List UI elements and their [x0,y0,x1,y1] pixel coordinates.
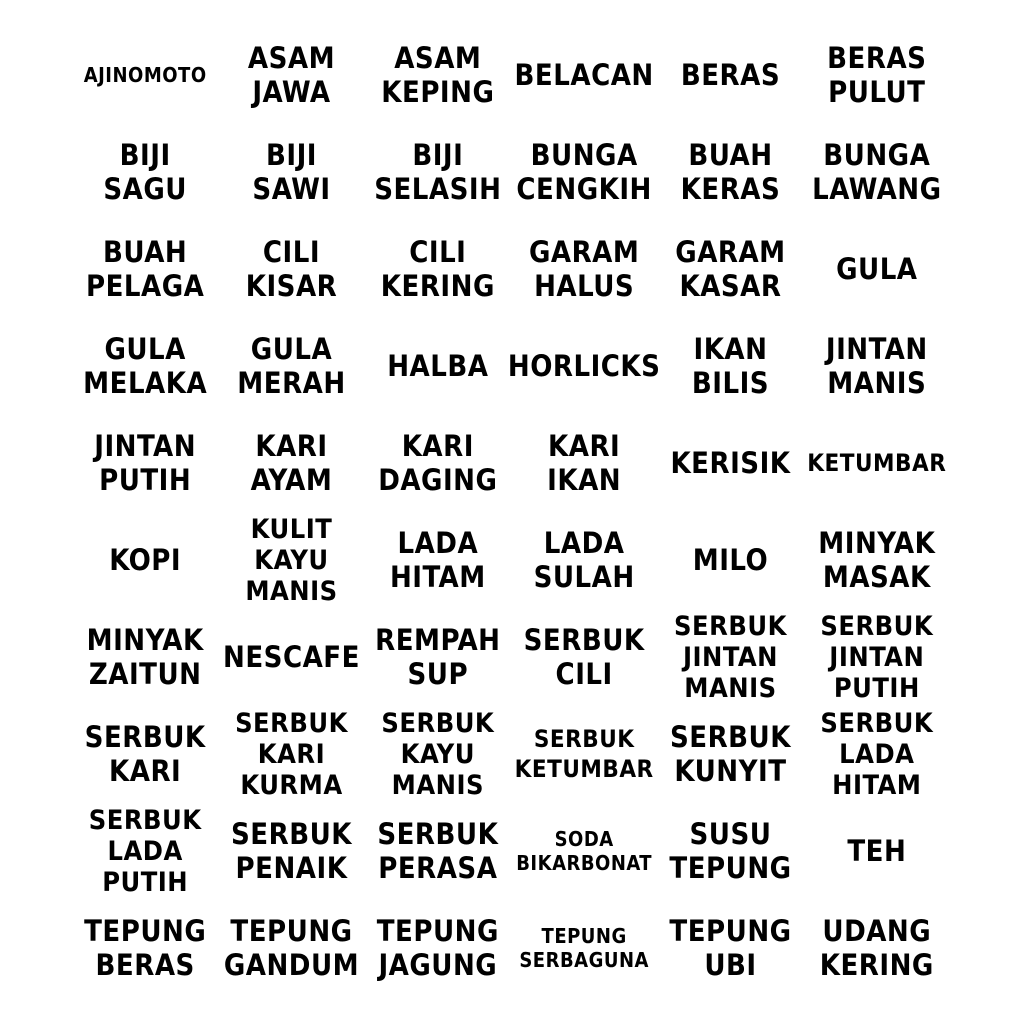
spice-label [378,429,497,497]
label-cell [804,803,950,900]
label-line: MASAK [822,560,931,595]
label-cell [72,511,218,608]
label-line: PELAGA [85,268,205,303]
spice-label [524,623,645,691]
label-line: IKAN [547,462,622,497]
label-line: KERAS [680,171,781,206]
label-line: REMPAH [375,623,501,658]
label-line: TEPUNG [669,914,792,949]
label-line: JINTAN [682,641,778,673]
label-cell [804,26,950,123]
label-line: TEPUNG [376,914,499,949]
spice-label [89,805,202,898]
label-line: NESCAFE [223,640,360,675]
spice-label [516,827,652,875]
spice-label [235,708,348,801]
label-cell [218,511,364,608]
spice-label [827,41,926,109]
label-line: IKAN [693,331,768,366]
spice-label [94,429,196,497]
label-line: GULA [250,331,333,366]
label-cell [365,317,511,414]
label-line: BERAS [680,57,781,92]
spice-label [515,724,654,784]
spice-label [820,611,933,704]
spice-label [223,640,360,674]
label-line: KARI [257,738,326,770]
label-line: BUAH [103,234,188,269]
label-cell [72,900,218,997]
label-line: BELACAN [514,57,654,92]
label-line: SERBUK [377,817,499,852]
label-cell [511,803,657,900]
label-cell [657,609,803,706]
label-cell [72,123,218,220]
label-cell [507,317,661,414]
spice-label [374,138,501,206]
label-cell [804,609,950,706]
label-cell [511,123,657,220]
spice-label [515,58,654,92]
label-line: MANIS [827,365,927,400]
label-line: JINTAN [825,331,928,366]
spice-label [377,817,498,885]
spice-label [669,817,791,885]
label-cell [218,220,364,317]
label-cell [365,900,511,997]
label-cell [804,511,950,608]
spice-label [224,914,359,982]
label-line: JINTAN [829,641,925,673]
spice-label [681,58,780,92]
label-line: AJINOMOTO [83,62,207,87]
label-line: KOPI [109,543,182,578]
label-cell [804,706,950,803]
label-cell [657,414,803,511]
label-line: BIKARBONAT [516,851,653,876]
label-cell [365,26,511,123]
label-line: GULA [836,251,918,286]
label-line: ASAM [394,40,482,75]
label-line: LADA [543,526,625,561]
label-line: KULIT [250,513,333,545]
label-line: MANIS [391,769,484,801]
label-line: MELAKA [83,365,208,400]
label-line: KEPING [381,74,495,109]
spice-label [87,623,204,691]
spice-label [519,924,649,972]
label-line: SAGU [103,171,187,206]
spice-label [670,446,790,480]
label-line: GARAM [528,234,640,269]
label-cell [72,609,218,706]
label-line: PUTIH [99,462,192,497]
label-cell [72,706,218,803]
spice-label [83,332,207,400]
label-line: BIJI [266,137,317,172]
label-line: GANDUM [223,948,360,983]
spice-label [534,526,635,594]
spice-label [675,235,785,303]
spice-label [818,526,935,594]
label-cell [72,414,218,511]
label-line: CILI [555,657,613,692]
label-cell [218,900,364,997]
label-cell [72,803,218,900]
label-cell [511,220,657,317]
label-line: SERBUK [523,623,645,658]
label-cell [218,609,364,706]
spice-label [84,914,206,982]
label-cell [218,317,364,414]
label-line: BUNGA [823,137,931,172]
label-cell [657,123,803,220]
label-line: PUTIH [102,866,189,898]
spice-label [692,332,769,400]
spice-label [836,252,917,286]
spice-label [245,514,337,607]
spice-label [807,448,946,478]
label-cell [365,220,511,317]
label-line: TEPUNG [541,924,627,949]
label-line: SERBUK [84,720,206,755]
label-line: HALUS [534,268,635,303]
label-line: SUP [407,657,469,692]
label-line: SERBUK [674,610,787,642]
label-line: SAWI [252,171,331,206]
label-line: KARI [548,428,621,463]
label-cell [804,220,950,317]
label-line: TEPUNG [669,851,792,886]
spice-label [387,349,488,383]
label-cell [511,414,657,511]
label-line: UDANG [822,914,932,949]
label-line: TEPUNG [230,914,353,949]
spice-label [669,914,791,982]
label-cell [365,706,511,803]
spice-label [516,138,651,206]
label-line: BUAH [688,137,773,172]
label-line: JINTAN [94,428,197,463]
label-line: KETUMBAR [807,448,947,477]
label-line: BIJI [412,137,464,172]
label-line: GARAM [675,234,786,269]
label-line: HALBA [387,348,489,383]
label-line: KAYU [254,544,329,576]
spice-label [85,720,206,788]
label-line: SERBUK [820,610,934,642]
spice-label [381,235,495,303]
spice-label [237,332,345,400]
label-line: AYAM [250,462,333,497]
label-cell [657,706,803,803]
label-line: BERAS [827,40,927,75]
spice-label [248,41,335,109]
label-line: SUSU [689,817,772,852]
label-cell [365,609,511,706]
spice-label [252,138,330,206]
label-cell [657,900,803,997]
label-cell [218,706,364,803]
label-cell [365,511,511,608]
label-line: SODA [554,827,614,852]
spice-label [86,235,204,303]
label-line: CILI [262,234,321,269]
label-line: GULA [104,331,186,366]
label-line: KAYU [400,738,475,770]
label-line: SERBUK [820,707,934,739]
label-cell [72,317,218,414]
label-line: MINYAK [86,623,204,658]
spice-label [109,543,181,577]
label-cell [511,900,657,997]
label-cell [365,803,511,900]
label-cell [218,123,364,220]
label-line: KARI [401,428,474,463]
label-line: KARI [255,428,328,463]
label-line: SELASIH [374,171,502,206]
label-cell [511,26,657,123]
spice-label [381,708,494,801]
spice-label [375,623,500,691]
label-line: TEH [847,834,907,869]
label-grid [72,26,950,997]
label-line: SERBAGUNA [519,948,649,973]
label-line: SERBUK [235,707,348,739]
label-line: HITAM [832,769,922,801]
spice-label [820,708,933,801]
spice-label [847,834,906,868]
spice-label [547,429,621,497]
label-line: MERAH [237,365,346,400]
label-cell [365,123,511,220]
spice-label [84,63,207,87]
label-line: SERBUK [381,707,495,739]
label-line: CENGKIH [516,171,652,206]
spice-label [812,138,941,206]
label-line: TEPUNG [84,914,207,949]
label-line: DAGING [378,462,498,497]
label-cell [511,706,657,803]
label-line: KERING [819,948,934,983]
label-line: MANIS [245,575,338,607]
label-line: BILIS [691,365,770,400]
label-line: KERISIK [670,445,791,480]
label-line: PUTIH [833,672,920,704]
label-line: SERBUK [669,720,791,755]
label-line: ZAITUN [88,657,202,692]
spice-label [674,611,787,704]
label-cell [657,220,803,317]
label-cell [218,803,364,900]
label-line: BIJI [119,137,171,172]
label-cell [511,511,657,608]
label-line: LADA [839,738,915,770]
label-cell [218,26,364,123]
label-line: PULUT [828,74,926,109]
label-line: MANIS [684,672,777,704]
label-line: HORLICKS [507,348,661,383]
label-line: MINYAK [818,526,936,561]
label-cell [657,26,803,123]
spice-label [826,332,928,400]
label-line: KERING [380,268,495,303]
label-line: SULAH [533,560,635,595]
spice-label [103,138,187,206]
label-line: KISAR [245,268,338,303]
label-line: KETUMBAR [514,755,654,784]
label-cell [72,220,218,317]
label-line: JAWA [252,74,331,109]
spice-label [820,914,934,982]
spice-label [508,349,661,383]
spice-label [670,720,791,788]
label-cell [365,414,511,511]
label-line: JAGUNG [378,948,498,983]
label-line: SERBUK [88,804,202,836]
label-cell [511,609,657,706]
label-line: BERAS [95,948,195,983]
label-line: PENAIK [235,851,348,886]
label-line: LADA [397,526,479,561]
label-line: ASAM [247,40,336,75]
spice-label [681,138,781,206]
label-line: SERBUK [533,725,635,754]
spice-label [246,235,338,303]
label-line: LAWANG [812,171,942,206]
spice-label [377,914,499,982]
label-line: LADA [107,835,183,867]
label-cell [657,511,803,608]
label-line: SERBUK [230,817,352,852]
label-cell [218,414,364,511]
label-cell [804,317,950,414]
label-line: KUNYIT [674,754,787,789]
label-line: KASAR [679,268,782,303]
label-line: HITAM [389,560,486,595]
label-line: CILI [409,234,467,269]
label-line: BUNGA [530,137,638,172]
label-line: PERASA [378,851,498,886]
label-cell [657,317,803,414]
label-line: MILO [692,543,769,578]
spice-label [693,543,768,577]
spice-label [390,526,486,594]
label-cell [804,900,950,997]
label-line: KURMA [240,769,343,801]
label-cell [804,414,950,511]
spice-label [251,429,333,497]
spice-label [529,235,639,303]
label-cell [72,26,218,123]
label-line: UBI [704,948,757,983]
label-cell [804,123,950,220]
label-cell [657,803,803,900]
spice-label [231,817,352,885]
label-line: KARI [109,754,182,789]
spice-label [381,41,494,109]
